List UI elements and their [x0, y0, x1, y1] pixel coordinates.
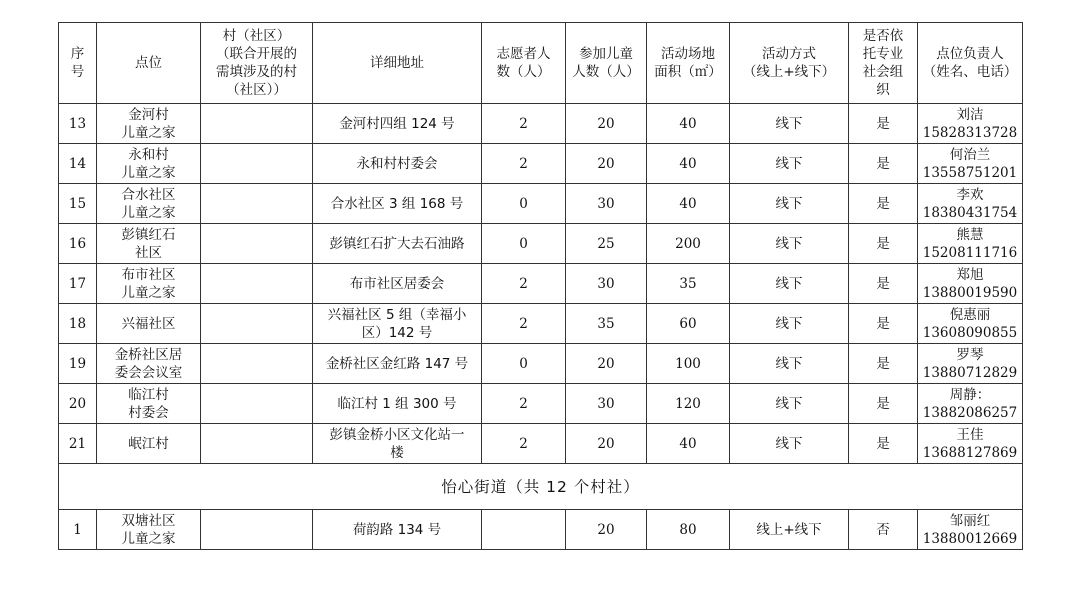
- cell-children: 35: [566, 304, 647, 344]
- section-title: 怡心街道（共 12 个村社）: [59, 464, 1023, 510]
- cell-contact: 罗琴 13880712829: [918, 344, 1023, 384]
- cell-index: 16: [59, 224, 97, 264]
- cell-children: 30: [566, 184, 647, 224]
- cell-address: 临江村 1 组 300 号: [313, 384, 482, 424]
- cell-org: 是: [849, 104, 918, 144]
- cell-area: 100: [647, 344, 730, 384]
- cell-children: 30: [566, 264, 647, 304]
- cell-volunteers: 0: [482, 184, 566, 224]
- cell-volunteers: 2: [482, 304, 566, 344]
- cell-index: 15: [59, 184, 97, 224]
- table-row: [59, 144, 1023, 184]
- cell-village: [201, 184, 313, 224]
- cell-mode: 线下: [730, 144, 849, 184]
- table-row: [59, 344, 1023, 384]
- cell-contact: 熊慧 15208111716: [918, 224, 1023, 264]
- cell-mode: 线下: [730, 104, 849, 144]
- cell-volunteers: 2: [482, 144, 566, 184]
- cell-children: 20: [566, 344, 647, 384]
- cell-mode: 线下: [730, 344, 849, 384]
- cell-volunteers: 2: [482, 424, 566, 464]
- cell-mode: 线下: [730, 424, 849, 464]
- header-volunteers: 志愿者人 数（人）: [482, 23, 566, 104]
- cell-area: 80: [647, 510, 730, 550]
- cell-index: 17: [59, 264, 97, 304]
- volunteer-sites-table: [58, 22, 1023, 550]
- cell-site: 布市社区 儿童之家: [97, 264, 201, 304]
- cell-address: 彭镇红石扩大去石油路: [313, 224, 482, 264]
- cell-village: [201, 224, 313, 264]
- header-site: 点位: [97, 23, 201, 104]
- cell-village: [201, 384, 313, 424]
- cell-children: 20: [566, 510, 647, 550]
- cell-children: 20: [566, 144, 647, 184]
- cell-org: 是: [849, 184, 918, 224]
- cell-index: 14: [59, 144, 97, 184]
- cell-site: 兴福社区: [97, 304, 201, 344]
- cell-address: 彭镇金桥小区文化站一 楼: [313, 424, 482, 464]
- cell-volunteers: 2: [482, 264, 566, 304]
- table-row: [59, 264, 1023, 304]
- cell-area: 120: [647, 384, 730, 424]
- cell-volunteers: 2: [482, 104, 566, 144]
- cell-org: 是: [849, 264, 918, 304]
- cell-org: 是: [849, 224, 918, 264]
- cell-village: [201, 510, 313, 550]
- cell-index: 18: [59, 304, 97, 344]
- cell-site: 岷江村: [97, 424, 201, 464]
- section-row: [59, 464, 1023, 510]
- cell-mode: 线下: [730, 184, 849, 224]
- header-contact: 点位负责人 （姓名、电话）: [918, 23, 1023, 104]
- cell-mode: 线下: [730, 304, 849, 344]
- header-village: 村（社区） （联合开展的 需填涉及的村 （社区））: [201, 23, 313, 104]
- cell-mode: 线下: [730, 384, 849, 424]
- table-row: [59, 224, 1023, 264]
- cell-index: 13: [59, 104, 97, 144]
- cell-address: 荷韵路 134 号: [313, 510, 482, 550]
- cell-index: 1: [59, 510, 97, 550]
- cell-org: 是: [849, 424, 918, 464]
- cell-contact: 周静： 13882086257: [918, 384, 1023, 424]
- cell-children: 20: [566, 424, 647, 464]
- cell-village: [201, 344, 313, 384]
- header-address: 详细地址: [313, 23, 482, 104]
- cell-address: 兴福社区 5 组（幸福小 区）142 号: [313, 304, 482, 344]
- cell-children: 25: [566, 224, 647, 264]
- cell-village: [201, 144, 313, 184]
- cell-org: 否: [849, 510, 918, 550]
- cell-village: [201, 424, 313, 464]
- cell-mode: 线下: [730, 264, 849, 304]
- cell-org: 是: [849, 144, 918, 184]
- cell-index: 20: [59, 384, 97, 424]
- cell-village: [201, 264, 313, 304]
- cell-address: 金桥社区金红路 147 号: [313, 344, 482, 384]
- cell-index: 21: [59, 424, 97, 464]
- cell-children: 30: [566, 384, 647, 424]
- cell-contact: 邹丽红 13880012669: [918, 510, 1023, 550]
- cell-volunteers: 0: [482, 224, 566, 264]
- cell-site: 合水社区 儿童之家: [97, 184, 201, 224]
- cell-contact: 王佳 13688127869: [918, 424, 1023, 464]
- table-row: [59, 424, 1023, 464]
- cell-org: 是: [849, 304, 918, 344]
- cell-area: 60: [647, 304, 730, 344]
- cell-area: 40: [647, 424, 730, 464]
- cell-contact: 李欢 18380431754: [918, 184, 1023, 224]
- cell-site: 金河村 儿童之家: [97, 104, 201, 144]
- table-row: [59, 510, 1023, 550]
- table-row: [59, 184, 1023, 224]
- header-row: [59, 23, 1023, 104]
- cell-area: 35: [647, 264, 730, 304]
- cell-org: 是: [849, 344, 918, 384]
- cell-address: 金河村四组 124 号: [313, 104, 482, 144]
- cell-contact: 倪惠丽 13608090855: [918, 304, 1023, 344]
- cell-area: 40: [647, 184, 730, 224]
- cell-site: 彭镇红石 社区: [97, 224, 201, 264]
- cell-contact: 刘洁 15828313728: [918, 104, 1023, 144]
- header-index: 序 号: [59, 23, 97, 104]
- header-org: 是否依 托专业 社会组 织: [849, 23, 918, 104]
- header-children: 参加儿童 人数（人）: [566, 23, 647, 104]
- cell-index: 19: [59, 344, 97, 384]
- cell-area: 200: [647, 224, 730, 264]
- cell-site: 金桥社区居 委会会议室: [97, 344, 201, 384]
- cell-site: 永和村 儿童之家: [97, 144, 201, 184]
- cell-site: 临江村 村委会: [97, 384, 201, 424]
- cell-address: 布市社区居委会: [313, 264, 482, 304]
- table-row: [59, 384, 1023, 424]
- table-row: [59, 104, 1023, 144]
- cell-children: 20: [566, 104, 647, 144]
- header-area: 活动场地 面积（㎡）: [647, 23, 730, 104]
- cell-village: [201, 304, 313, 344]
- header-mode: 活动方式 （线上+线下）: [730, 23, 849, 104]
- cell-area: 40: [647, 104, 730, 144]
- cell-address: 永和村村委会: [313, 144, 482, 184]
- cell-contact: 何治兰 13558751201: [918, 144, 1023, 184]
- cell-area: 40: [647, 144, 730, 184]
- cell-mode: 线上+线下: [730, 510, 849, 550]
- cell-contact: 郑旭 13880019590: [918, 264, 1023, 304]
- cell-site: 双塘社区 儿童之家: [97, 510, 201, 550]
- cell-volunteers: 2: [482, 384, 566, 424]
- cell-volunteers: [482, 510, 566, 550]
- table-row: [59, 304, 1023, 344]
- cell-village: [201, 104, 313, 144]
- cell-address: 合水社区 3 组 168 号: [313, 184, 482, 224]
- cell-mode: 线下: [730, 224, 849, 264]
- cell-org: 是: [849, 384, 918, 424]
- cell-volunteers: 0: [482, 344, 566, 384]
